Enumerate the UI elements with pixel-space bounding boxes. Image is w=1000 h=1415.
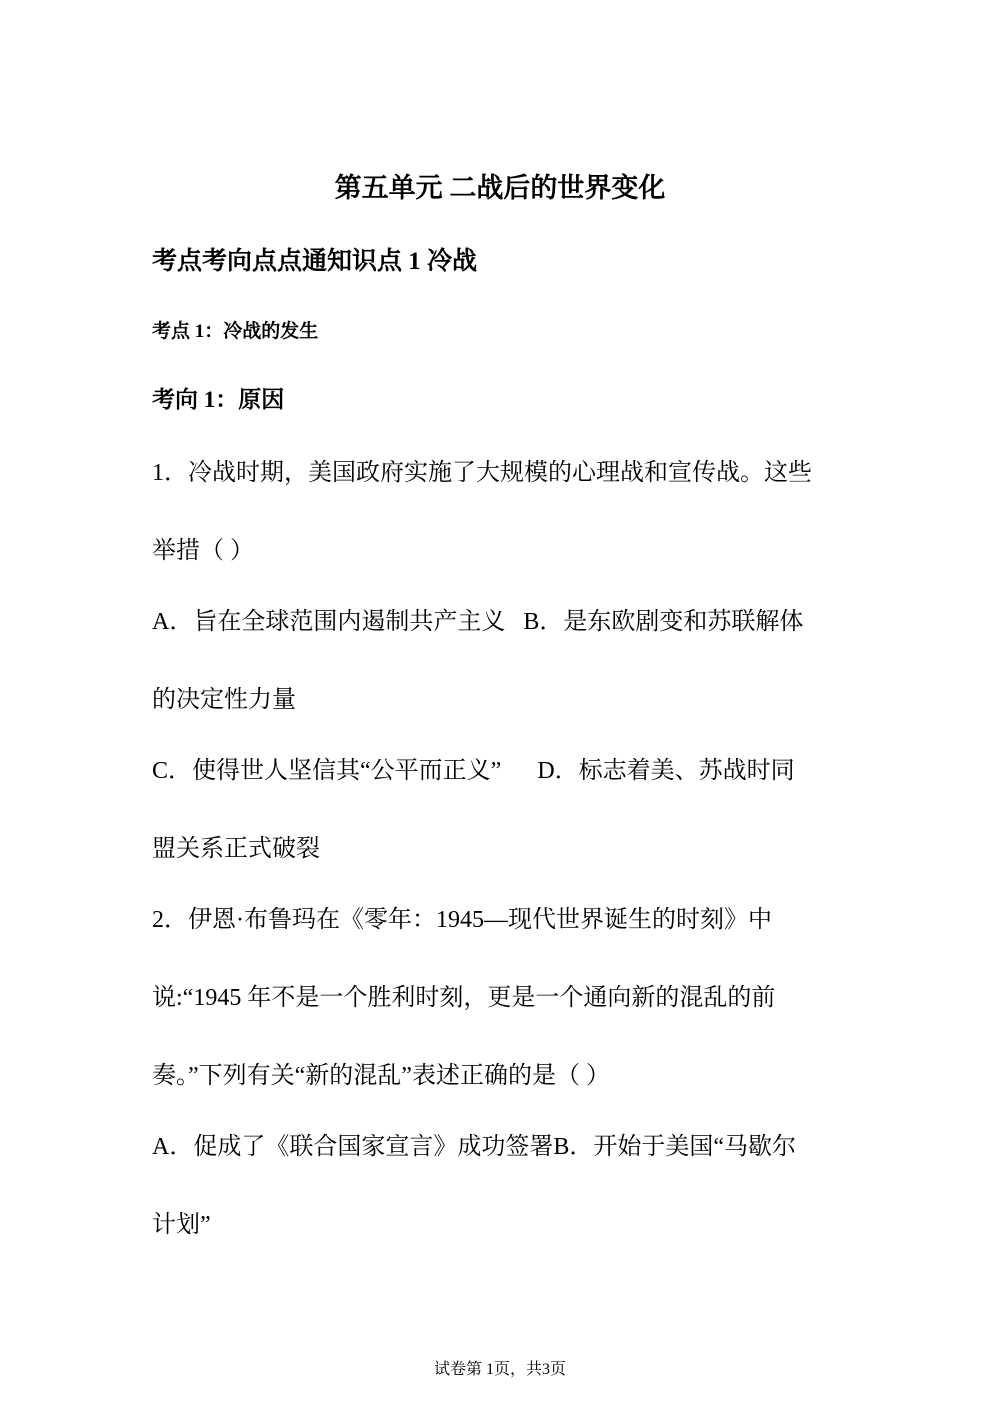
section-heading: 考点考向点点通知识点 1 冷战 [152, 248, 478, 275]
question-1-option-a: A．旨在全球范围内遏制共产主义 [152, 609, 506, 635]
question-1-option-d: D．标志着美、苏战时同 [537, 758, 795, 784]
question-1-options-row-1 [152, 601, 803, 636]
question-1-option-b: B．是东欧剧变和苏联解体 [523, 609, 804, 635]
page-title: 第五单元 二战后的世界变化 [334, 173, 666, 203]
question-2-option-a: A．促成了《联合国家宣言》成功签署 [152, 1134, 554, 1160]
question-1-stem-line-2: 举措（ ） [152, 538, 254, 564]
question-2-options-row-1 [152, 1126, 796, 1161]
question-2-stem-line-2: 说:“1945 年不是一个胜利时刻，更是一个通向新的混乱的前 [152, 985, 776, 1011]
question-1-option-b-continued: 的决定性力量 [152, 687, 296, 713]
question-2-option-b-continued: 计划” [152, 1212, 211, 1238]
question-2-stem-line-3: 奏。”下列有关“新的混乱”表述正确的是（ ） [152, 1063, 610, 1089]
page-footer: 试卷第 1页，共3页 [433, 1361, 566, 1378]
question-2-stem-line-1: 2．伊恩·布鲁玛在《零年：1945—现代世界诞生的时刻》中 [152, 907, 772, 933]
question-1-options-row-2 [152, 750, 795, 785]
question-1-option-c: C．使得世人坚信其“公平而正义” [152, 758, 502, 784]
exam-point-heading: 考点 1：冷战的发生 [152, 321, 319, 342]
question-2-option-b: B．开始于美国“马歇尔 [553, 1134, 797, 1160]
exam-direction-heading: 考向 1：原因 [152, 387, 285, 412]
question-1-option-d-continued: 盟关系正式破裂 [152, 836, 320, 862]
question-1-stem-line-1: 1．冷战时期，美国政府实施了大规模的心理战和宣传战。这些 [152, 460, 812, 486]
